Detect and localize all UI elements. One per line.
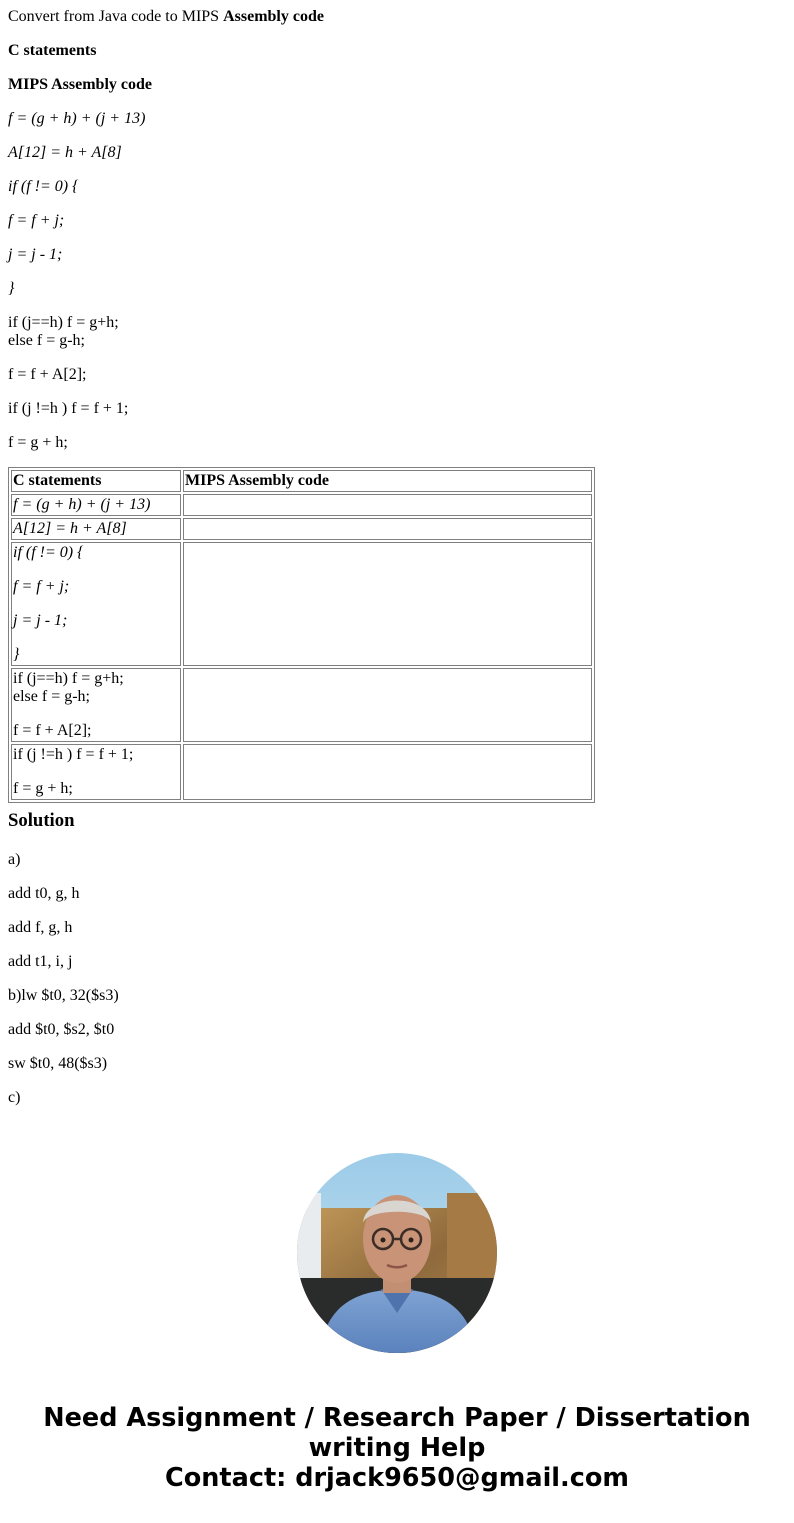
header-c-statements: C statements	[11, 470, 181, 492]
heading-mips: MIPS Assembly code	[8, 76, 152, 93]
header-mips: MIPS Assembly code	[183, 470, 592, 492]
mips-cell	[183, 494, 592, 516]
contact-footer	[0, 1403, 794, 1493]
solution-line: a)	[8, 851, 21, 868]
mips-cell	[183, 744, 592, 800]
table-row	[11, 518, 592, 540]
solution-line: add f, g, h	[8, 919, 73, 936]
solution-line: add t1, i, j	[8, 953, 73, 970]
c-line: if (j !=h ) f = f + 1;	[13, 746, 134, 763]
c-cell	[11, 542, 181, 666]
statement-line: else f = g-h;	[8, 332, 85, 349]
c-line: j = j - 1;	[13, 612, 68, 629]
table-row	[11, 744, 592, 800]
mips-cell	[183, 518, 592, 540]
statement-line: f = g + h;	[8, 434, 68, 451]
conversion-table	[8, 467, 595, 803]
author-avatar	[297, 1153, 497, 1353]
footer-line: Need Assignment / Research Paper / Dissertation	[43, 1403, 751, 1433]
statement-line: if (j==h) f = g+h;	[8, 314, 119, 331]
statement-line: if (j !=h ) f = f + 1;	[8, 400, 129, 417]
table-row	[11, 542, 592, 666]
c-cell	[11, 494, 181, 516]
statement-line: f = f + A[2];	[8, 366, 87, 383]
solution-line: sw $t0, 48($s3)	[8, 1055, 108, 1072]
footer-contact: Contact: drjack9650@gmail.com	[165, 1463, 629, 1493]
statement-line: A[12] = h + A[8]	[8, 144, 122, 161]
c-line: if (f != 0) {	[13, 544, 84, 561]
solution-line: add t0, g, h	[8, 885, 80, 902]
question-intro: Convert from Java code to MIPS Assembly code	[8, 8, 324, 25]
solution-heading: Solution	[8, 810, 75, 831]
c-line: f = f + j;	[13, 578, 70, 595]
mips-cell	[183, 542, 592, 666]
heading-c-statements: C statements	[8, 42, 97, 59]
table-row	[11, 668, 592, 742]
solution-line: b)lw $t0, 32($s3)	[8, 987, 119, 1004]
author-photo	[297, 1153, 497, 1353]
c-cell	[11, 744, 181, 800]
c-line: f = (g + h) + (j + 13)	[13, 496, 151, 513]
solution-line: add $t0, $s2, $t0	[8, 1021, 115, 1038]
c-line: if (j==h) f = g+h; else f = g-h;	[13, 670, 124, 705]
footer-line: writing Help	[308, 1433, 486, 1463]
statement-line: if (f != 0) {	[8, 178, 79, 195]
c-line: A[12] = h + A[8]	[13, 520, 127, 537]
statement-line: j = j - 1;	[8, 246, 63, 263]
solution-line: c)	[8, 1089, 21, 1106]
c-line: f = f + A[2];	[13, 722, 92, 739]
c-line: f = g + h;	[13, 780, 73, 797]
table-header-row	[11, 470, 592, 492]
c-line: }	[13, 646, 20, 663]
statement-line: f = (g + h) + (j + 13)	[8, 110, 146, 127]
intro-bold: Assembly code	[223, 8, 324, 25]
statement-line: f = f + j;	[8, 212, 65, 229]
table-row	[11, 494, 592, 516]
statement-line: }	[8, 280, 15, 297]
c-cell	[11, 518, 181, 540]
mips-cell	[183, 668, 592, 742]
c-cell	[11, 668, 181, 742]
